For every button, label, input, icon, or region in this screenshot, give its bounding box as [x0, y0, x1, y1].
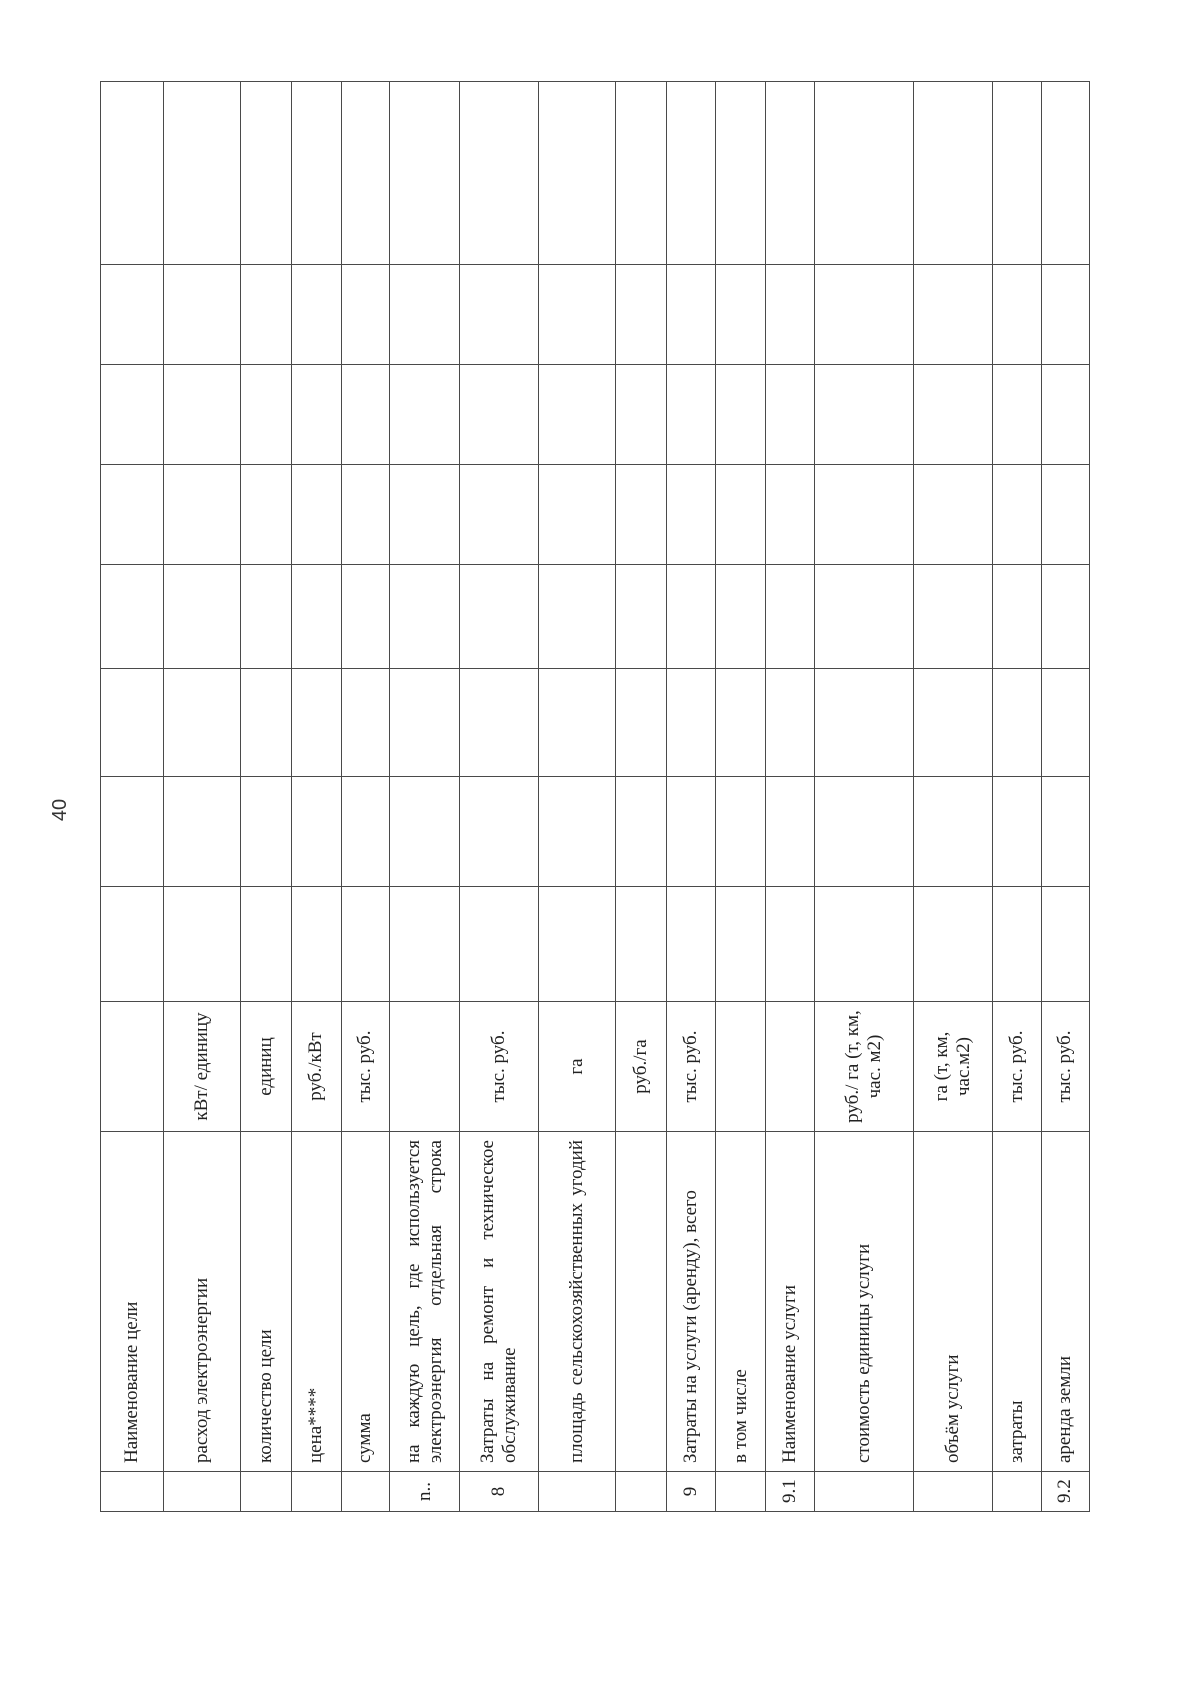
value-cell [914, 887, 993, 1002]
value-cell [292, 365, 341, 465]
value-cell [163, 565, 240, 669]
value-cell [666, 82, 715, 265]
value-cell [616, 669, 667, 777]
row-unit: руб./ га (т, км, час. м2) [815, 1002, 914, 1132]
value-cell [993, 465, 1041, 565]
value-cell [666, 669, 715, 777]
row-number [240, 1472, 292, 1512]
value-cell [101, 887, 164, 1002]
value-cell [914, 265, 993, 365]
row-name: в том числе [716, 1132, 765, 1472]
value-cell [616, 887, 667, 1002]
value-cell [240, 777, 292, 887]
value-cell [616, 565, 667, 669]
value-cell [163, 777, 240, 887]
value-cell [460, 777, 539, 887]
value-cell [292, 669, 341, 777]
value-cell [616, 265, 667, 365]
value-cell [716, 669, 765, 777]
value-cell [666, 365, 715, 465]
table-row [389, 82, 459, 1512]
cost-table [100, 81, 1090, 1512]
table-row [815, 82, 914, 1512]
row-unit: руб./кВт [292, 1002, 341, 1132]
value-cell [1041, 365, 1089, 465]
value-cell [101, 465, 164, 565]
value-cell [666, 465, 715, 565]
value-cell [341, 365, 389, 465]
value-cell [765, 82, 814, 265]
value-cell [914, 82, 993, 265]
value-cell [993, 777, 1041, 887]
value-cell [993, 565, 1041, 669]
value-cell [716, 565, 765, 669]
value-cell [292, 777, 341, 887]
table-row [341, 82, 389, 1512]
value-cell [1041, 82, 1089, 265]
value-cell [765, 565, 814, 669]
value-cell [389, 669, 459, 777]
value-cell [163, 465, 240, 565]
row-number: 9.2 [1041, 1472, 1089, 1512]
row-number: 8 [460, 1472, 539, 1512]
value-cell [460, 265, 539, 365]
table-row [616, 82, 667, 1512]
value-cell [993, 365, 1041, 465]
row-name: расход электроэнергии [163, 1132, 240, 1472]
value-cell [460, 887, 539, 1002]
table-row [666, 82, 715, 1512]
row-name: стоимость единицы услуги [815, 1132, 914, 1472]
value-cell [914, 669, 993, 777]
value-cell [240, 365, 292, 465]
row-number [914, 1472, 993, 1512]
value-cell [616, 777, 667, 887]
row-unit: единиц [240, 1002, 292, 1132]
value-cell [341, 82, 389, 265]
row-name: сумма [341, 1132, 389, 1472]
value-cell [914, 565, 993, 669]
value-cell [765, 669, 814, 777]
row-number [163, 1472, 240, 1512]
row-name [616, 1132, 667, 1472]
value-cell [240, 82, 292, 265]
row-name: объём услуги [914, 1132, 993, 1472]
row-name: цена**** [292, 1132, 341, 1472]
value-cell [240, 465, 292, 565]
value-cell [292, 565, 341, 669]
row-unit: га (т, км, час.м2) [914, 1002, 993, 1132]
value-cell [460, 669, 539, 777]
value-cell [1041, 565, 1089, 669]
row-number [616, 1472, 667, 1512]
table-row [460, 82, 539, 1512]
value-cell [765, 365, 814, 465]
page-number: 40 [49, 798, 71, 822]
table-row [1041, 82, 1089, 1512]
value-cell [815, 265, 914, 365]
value-cell [292, 82, 341, 265]
value-cell [815, 565, 914, 669]
table-row [163, 82, 240, 1512]
value-cell [101, 777, 164, 887]
value-cell [539, 777, 616, 887]
row-name: количество цели [240, 1132, 292, 1472]
row-number [539, 1472, 616, 1512]
value-cell [539, 669, 616, 777]
table-row [993, 82, 1041, 1512]
value-cell [815, 887, 914, 1002]
value-cell [341, 669, 389, 777]
value-cell [240, 669, 292, 777]
row-unit [716, 1002, 765, 1132]
row-unit: тыс. руб. [993, 1002, 1041, 1132]
value-cell [460, 565, 539, 669]
value-cell [666, 777, 715, 887]
table-row [765, 82, 814, 1512]
row-unit: тыс. руб. [1041, 1002, 1089, 1132]
value-cell [163, 265, 240, 365]
value-cell [815, 82, 914, 265]
row-name: площадь сельскохозяйственных угодий [539, 1132, 616, 1472]
row-name: Наименование услуги [765, 1132, 814, 1472]
value-cell [716, 465, 765, 565]
value-cell [993, 82, 1041, 265]
value-cell [616, 365, 667, 465]
value-cell [765, 777, 814, 887]
table-row [292, 82, 341, 1512]
row-name: аренда земли [1041, 1132, 1089, 1472]
value-cell [292, 887, 341, 1002]
table-row [101, 82, 164, 1512]
value-cell [539, 465, 616, 565]
value-cell [1041, 887, 1089, 1002]
value-cell [666, 565, 715, 669]
value-cell [716, 265, 765, 365]
table-row [716, 82, 765, 1512]
value-cell [993, 265, 1041, 365]
value-cell [716, 82, 765, 265]
value-cell [101, 669, 164, 777]
value-cell [666, 887, 715, 1002]
value-cell [389, 887, 459, 1002]
value-cell [389, 365, 459, 465]
value-cell [389, 82, 459, 265]
value-cell [815, 465, 914, 565]
row-unit: тыс. руб. [341, 1002, 389, 1132]
row-unit: кВт/ единицу [163, 1002, 240, 1132]
value-cell [765, 265, 814, 365]
value-cell [163, 669, 240, 777]
row-number [101, 1472, 164, 1512]
row-unit [101, 1002, 164, 1132]
value-cell [163, 365, 240, 465]
value-cell [815, 365, 914, 465]
value-cell [341, 777, 389, 887]
table-row [539, 82, 616, 1512]
value-cell [914, 465, 993, 565]
value-cell [539, 365, 616, 465]
value-cell [716, 887, 765, 1002]
value-cell [341, 465, 389, 565]
value-cell [292, 265, 341, 365]
value-cell [389, 565, 459, 669]
value-cell [765, 887, 814, 1002]
row-number [815, 1472, 914, 1512]
row-name: Затраты на услуги (аренду), всего [666, 1132, 715, 1472]
table-row [240, 82, 292, 1512]
value-cell [1041, 669, 1089, 777]
row-name: на каждую цель, где используется электроэнергия отдельная строка [389, 1132, 459, 1472]
value-cell [993, 887, 1041, 1002]
row-unit [389, 1002, 459, 1132]
value-cell [914, 777, 993, 887]
value-cell [389, 465, 459, 565]
value-cell [389, 265, 459, 365]
row-unit: га [539, 1002, 616, 1132]
value-cell [389, 777, 459, 887]
value-cell [460, 82, 539, 265]
row-number [993, 1472, 1041, 1512]
row-unit: тыс. руб. [460, 1002, 539, 1132]
row-number [341, 1472, 389, 1512]
value-cell [539, 565, 616, 669]
value-cell [460, 465, 539, 565]
row-unit: тыс. руб. [666, 1002, 715, 1132]
row-name: Затраты на ремонт и техническое обслуживание [460, 1132, 539, 1472]
row-unit: руб./га [616, 1002, 667, 1132]
value-cell [666, 265, 715, 365]
value-cell [539, 82, 616, 265]
row-unit [765, 1002, 814, 1132]
row-number: 9.1 [765, 1472, 814, 1512]
table-row [914, 82, 993, 1512]
value-cell [616, 465, 667, 565]
value-cell [341, 887, 389, 1002]
value-cell [716, 777, 765, 887]
value-cell [815, 777, 914, 887]
value-cell [240, 887, 292, 1002]
row-number: 9 [666, 1472, 715, 1512]
value-cell [460, 365, 539, 465]
value-cell [240, 565, 292, 669]
value-cell [1041, 777, 1089, 887]
value-cell [993, 669, 1041, 777]
value-cell [616, 82, 667, 265]
value-cell [716, 365, 765, 465]
value-cell [341, 565, 389, 669]
row-number: n.. [389, 1472, 459, 1512]
value-cell [815, 669, 914, 777]
value-cell [292, 465, 341, 565]
value-cell [101, 365, 164, 465]
value-cell [765, 465, 814, 565]
row-name: Наименование цели [101, 1132, 164, 1472]
row-name: затраты [993, 1132, 1041, 1472]
value-cell [1041, 265, 1089, 365]
value-cell [101, 82, 164, 265]
value-cell [914, 365, 993, 465]
value-cell [163, 887, 240, 1002]
value-cell [240, 265, 292, 365]
rotated-table-frame [100, 82, 1090, 1512]
value-cell [101, 565, 164, 669]
value-cell [341, 265, 389, 365]
value-cell [539, 265, 616, 365]
value-cell [163, 82, 240, 265]
row-number [716, 1472, 765, 1512]
value-cell [539, 887, 616, 1002]
value-cell [1041, 465, 1089, 565]
row-number [292, 1472, 341, 1512]
value-cell [101, 265, 164, 365]
